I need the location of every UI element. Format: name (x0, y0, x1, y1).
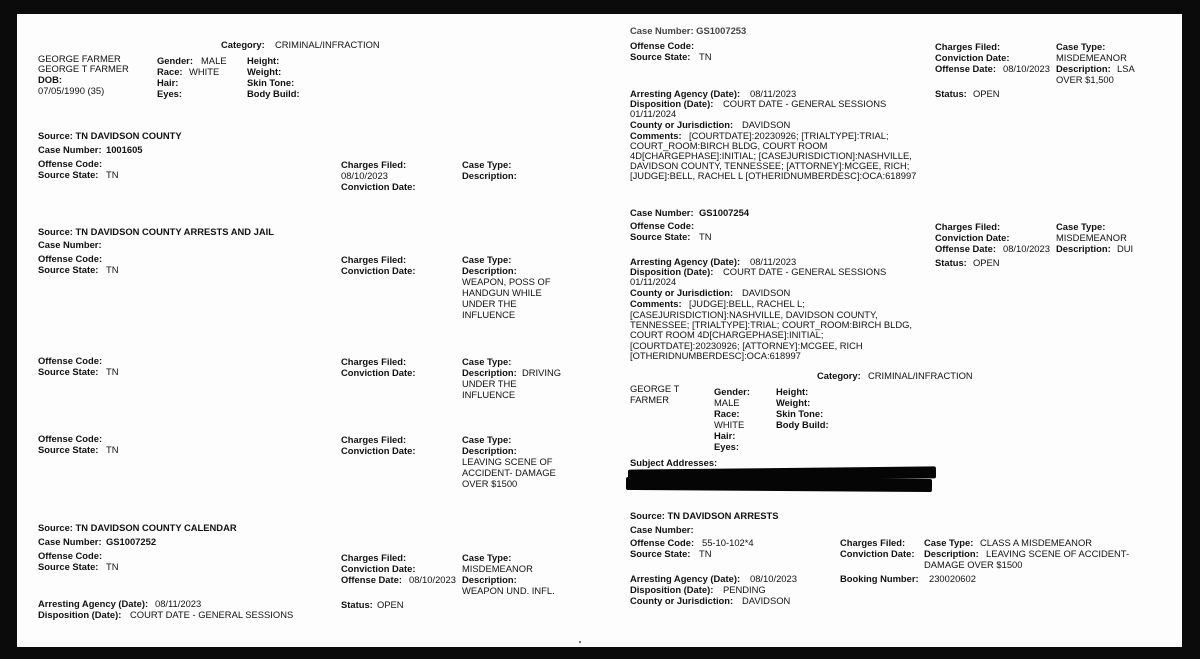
dob-value: 07/05/1990 (35) (38, 85, 105, 96)
disposition-label: Disposition (Date): (630, 584, 714, 595)
source-state-value: TN (106, 561, 119, 572)
case-type-value: MISDEMEANOR (1056, 52, 1127, 63)
gender-label: Gender: (714, 386, 750, 397)
status-value: OPEN (377, 599, 404, 610)
status-label: Status: (935, 88, 967, 99)
description-line: HANDGUN WHILE (462, 287, 542, 298)
source-state-value: TN (699, 231, 712, 242)
arresting-agency-value: 08/10/2023 (750, 573, 797, 584)
source-state-label: Source State: (630, 548, 691, 559)
case-type-label: Case Type: (462, 434, 512, 445)
offense-code-label: Offense Code: (630, 220, 695, 231)
case-number-label: Case Number: (38, 144, 102, 155)
offense-date-label: Offense Date: (935, 243, 996, 254)
source-state-label: Source State: (38, 169, 99, 180)
weight-label: Weight: (247, 66, 282, 77)
comment-line: [JUDGE]:BELL, RACHEL L; (689, 298, 805, 309)
eyes-label: Eyes: (157, 88, 183, 99)
disposition-date: 01/11/2024 (630, 108, 677, 119)
charges-filed-label: Charges Filed: (341, 254, 407, 265)
charges-filed-label: Charges Filed: (935, 221, 1001, 232)
description-line: WEAPON, POSS OF (462, 276, 551, 287)
description-line: INFLUENCE (462, 389, 516, 400)
height-label: Height: (776, 386, 809, 397)
skin-tone-label: Skin Tone: (247, 77, 295, 88)
county-value: DAVIDSON (742, 119, 791, 130)
comments-label: Comments: (630, 130, 682, 141)
county-value: DAVIDSON (742, 287, 791, 298)
comment-line: TENNESSEE; [TRIALTYPE]:TRIAL; COURT_ROOM:BIRCH BLDG, (630, 319, 912, 330)
offense-date-value: 08/10/2023 (1003, 63, 1050, 74)
status-label: Status: (341, 599, 373, 610)
case-number-label: Case Number: (630, 207, 694, 218)
category-label: Category: (221, 39, 265, 50)
offense-code-value: 55-10-102*4 (702, 537, 754, 548)
description-line: LSA (1117, 63, 1135, 74)
charges-filed-label: Charges Filed: (341, 552, 407, 563)
arresting-agency-value: 08/11/2023 (155, 598, 202, 609)
charges-filed-label: Charges Filed: (341, 356, 407, 367)
offense-code-label: Offense Code: (38, 433, 103, 444)
offense-code-label: Offense Code: (630, 537, 695, 548)
source-state-label: Source State: (38, 264, 99, 275)
source-heading: Source: TN DAVIDSON COUNTY CALENDAR (38, 522, 237, 533)
source-state-label: Source State: (630, 51, 691, 62)
subject-alias: GEORGE T FARMER (38, 63, 129, 74)
case-type-label: Case Type: (924, 537, 974, 548)
source-state-label: Source State: (38, 561, 99, 572)
offense-code-label: Offense Code: (38, 355, 103, 366)
case-number-label: Case Number: (38, 536, 102, 547)
source-state-label: Source State: (38, 444, 99, 455)
subject-name: GEORGE FARMER (38, 53, 121, 64)
hair-label: Hair: (714, 430, 736, 441)
race-label: Race: (714, 408, 740, 419)
description-label: Description: (924, 548, 979, 559)
category-label: Category: (817, 370, 861, 381)
source-state-value: TN (699, 548, 712, 559)
charges-filed-label: Charges Filed: (341, 434, 407, 445)
charges-filed-value: 08/10/2023 (341, 170, 388, 181)
source-state-value: TN (106, 264, 119, 275)
height-label: Height: (247, 55, 280, 66)
description-value: WEAPON UND. INFL. (462, 585, 555, 596)
race-label: Race: (157, 66, 183, 77)
source-state-value: TN (699, 51, 712, 62)
skin-tone-label: Skin Tone: (776, 408, 824, 419)
case-type-label: Case Type: (1056, 41, 1106, 52)
conviction-date-label: Conviction Date: (935, 232, 1010, 243)
county-value: DAVIDSON (742, 595, 791, 606)
description-line: OVER $1500 (462, 478, 518, 489)
category-value: CRIMINAL/INFRACTION (275, 39, 380, 50)
description-label: Description: (1056, 243, 1111, 254)
description-label: Description: (462, 170, 517, 181)
arresting-agency-label: Arresting Agency (Date): (38, 598, 149, 609)
case-type-label: Case Type: (462, 254, 512, 265)
booking-number-value: 230020602 (929, 573, 976, 584)
description-label: Description: (462, 445, 517, 456)
status-value: OPEN (973, 257, 1000, 268)
offense-date-label: Offense Date: (935, 63, 996, 74)
description-line: OVER $1,500 (1056, 74, 1114, 85)
status-value: OPEN (973, 88, 1000, 99)
body-build-label: Body Build: (247, 88, 300, 99)
description-value: DUI (1117, 243, 1134, 254)
redaction-bar (626, 477, 932, 492)
offense-code-label: Offense Code: (630, 40, 695, 51)
comment-line: DAVIDSON COUNTY, TENNESSEE; [ATTORNEY]:MCGEE, RICH; (630, 160, 910, 171)
comments-label: Comments: (630, 298, 682, 309)
description-label: Description: (462, 574, 517, 585)
disposition-value: COURT DATE - GENERAL SESSIONS (723, 266, 887, 277)
eyes-label: Eyes: (714, 441, 740, 452)
source-heading: Source: TN DAVIDSON ARRESTS (630, 510, 779, 521)
comment-line: [OTHERIDNUMBERDESC]:OCA:618997 (630, 350, 801, 361)
description-line: LEAVING SCENE OF ACCIDENT- (986, 548, 1130, 559)
description-line: LEAVING SCENE OF (462, 456, 553, 467)
conviction-date-label: Conviction Date: (341, 181, 416, 192)
race-value: WHITE (189, 66, 220, 77)
source-state-label: Source State: (630, 231, 691, 242)
subject-name: FARMER (630, 394, 670, 405)
arresting-agency-value: 08/11/2023 (750, 88, 797, 99)
county-label: County or Jurisdiction: (630, 287, 734, 298)
comment-line: [COURTDATE]:20230926; [ATTORNEY]:MCGEE, RICH (630, 340, 863, 351)
description-line: UNDER THE (462, 298, 517, 309)
arresting-agency-value: 08/11/2023 (750, 256, 797, 267)
case-type-label: Case Type: (1056, 221, 1106, 232)
offense-date-label: Offense Date: (341, 574, 402, 585)
comment-line: 4D[CHARGEPHASE]:INITIAL; [CASEJURISDICTION]:NASHVILLE, (630, 150, 912, 161)
case-number-value: GS1007252 (106, 536, 157, 547)
case-number-value: 1001605 (106, 144, 143, 155)
description-label: Description: (1056, 63, 1111, 74)
description-label: Description: (462, 367, 517, 378)
comment-line: COURT_ROOM:BIRCH BLDG, COURT ROOM (630, 140, 828, 151)
gender-value: MALE (714, 397, 740, 408)
offense-date-value: 08/10/2023 (409, 574, 456, 585)
description-line: UNDER THE (462, 378, 517, 389)
comment-line: COURT ROOM 4D[CHARGEPHASE]:INITIAL; (630, 329, 824, 340)
conviction-date-label: Conviction Date: (840, 548, 915, 559)
case-type-value: CLASS A MISDEMEANOR (980, 537, 1093, 548)
arresting-agency-label: Arresting Agency (Date): (630, 88, 741, 99)
description-label: Description: (462, 265, 517, 276)
body-build-label: Body Build: (776, 419, 829, 430)
description-line: DRIVING (522, 367, 562, 378)
description-line: ACCIDENT- DAMAGE (462, 467, 556, 478)
gender-value: MALE (201, 55, 227, 66)
subject-addresses-label: Subject Addresses: (630, 457, 718, 468)
source-state-value: TN (106, 169, 119, 180)
record-page (17, 14, 1182, 647)
cut-off-case-number: Case Number: GS1007253 (630, 25, 747, 36)
gender-label: Gender: (157, 55, 193, 66)
offense-code-label: Offense Code: (38, 550, 103, 561)
case-type-label: Case Type: (462, 356, 512, 367)
conviction-date-label: Conviction Date: (341, 445, 416, 456)
case-type-label: Case Type: (462, 159, 512, 170)
comment-line: [JUDGE]:BELL, RACHEL L [OTHERIDNUMBERDESC]:OCA:618997 (630, 170, 917, 181)
offense-date-value: 08/10/2023 (1003, 243, 1050, 254)
offense-code-label: Offense Code: (38, 253, 103, 264)
charges-filed-label: Charges Filed: (341, 159, 407, 170)
county-label: County or Jurisdiction: (630, 119, 734, 130)
race-value: WHITE (714, 419, 745, 430)
case-number-label: Case Number: (630, 524, 694, 535)
case-type-label: Case Type: (462, 552, 512, 563)
case-number-label: Case Number: (38, 239, 102, 250)
case-type-value: MISDEMEANOR (1056, 232, 1127, 243)
source-state-label: Source State: (38, 366, 99, 377)
source-heading: Source: TN DAVIDSON COUNTY (38, 130, 182, 141)
disposition-value: COURT DATE - GENERAL SESSIONS (723, 98, 887, 109)
description-line: INFLUENCE (462, 309, 516, 320)
source-state-value: TN (106, 366, 119, 377)
disposition-value: COURT DATE - GENERAL SESSIONS (130, 609, 294, 620)
disposition-value: PENDING (723, 584, 766, 595)
case-number-value: GS1007254 (699, 207, 750, 218)
conviction-date-label: Conviction Date: (935, 52, 1010, 63)
subject-name: GEORGE T (630, 383, 680, 394)
disposition-label: Disposition (Date): (630, 98, 714, 109)
charges-filed-label: Charges Filed: (840, 537, 906, 548)
case-type-value: MISDEMEANOR (462, 563, 533, 574)
charges-filed-label: Charges Filed: (935, 41, 1001, 52)
disposition-label: Disposition (Date): (630, 266, 714, 277)
scan-speck (579, 641, 581, 643)
county-label: County or Jurisdiction: (630, 595, 734, 606)
hair-label: Hair: (157, 77, 179, 88)
category-value: CRIMINAL/INFRACTION (868, 370, 973, 381)
comment-line: [CASEJURISDICTION]:NASHVILLE, DAVIDSON COUNTY, (630, 309, 878, 320)
conviction-date-label: Conviction Date: (341, 563, 416, 574)
dob-label: DOB: (38, 74, 62, 85)
offense-code-label: Offense Code: (38, 158, 103, 169)
description-line: DAMAGE OVER $1500 (924, 559, 1023, 570)
source-heading: Source: TN DAVIDSON COUNTY ARRESTS AND JAIL (38, 226, 274, 237)
conviction-date-label: Conviction Date: (341, 265, 416, 276)
weight-label: Weight: (776, 397, 811, 408)
arresting-agency-label: Arresting Agency (Date): (630, 573, 741, 584)
booking-number-label: Booking Number: (840, 573, 919, 584)
disposition-label: Disposition (Date): (38, 609, 122, 620)
disposition-date: 01/11/2024 (630, 276, 677, 287)
conviction-date-label: Conviction Date: (341, 367, 416, 378)
status-label: Status: (935, 257, 967, 268)
arresting-agency-label: Arresting Agency (Date): (630, 256, 741, 267)
comment-line: [COURTDATE]:20230926; [TRIALTYPE]:TRIAL; (689, 130, 889, 141)
source-state-value: TN (106, 444, 119, 455)
